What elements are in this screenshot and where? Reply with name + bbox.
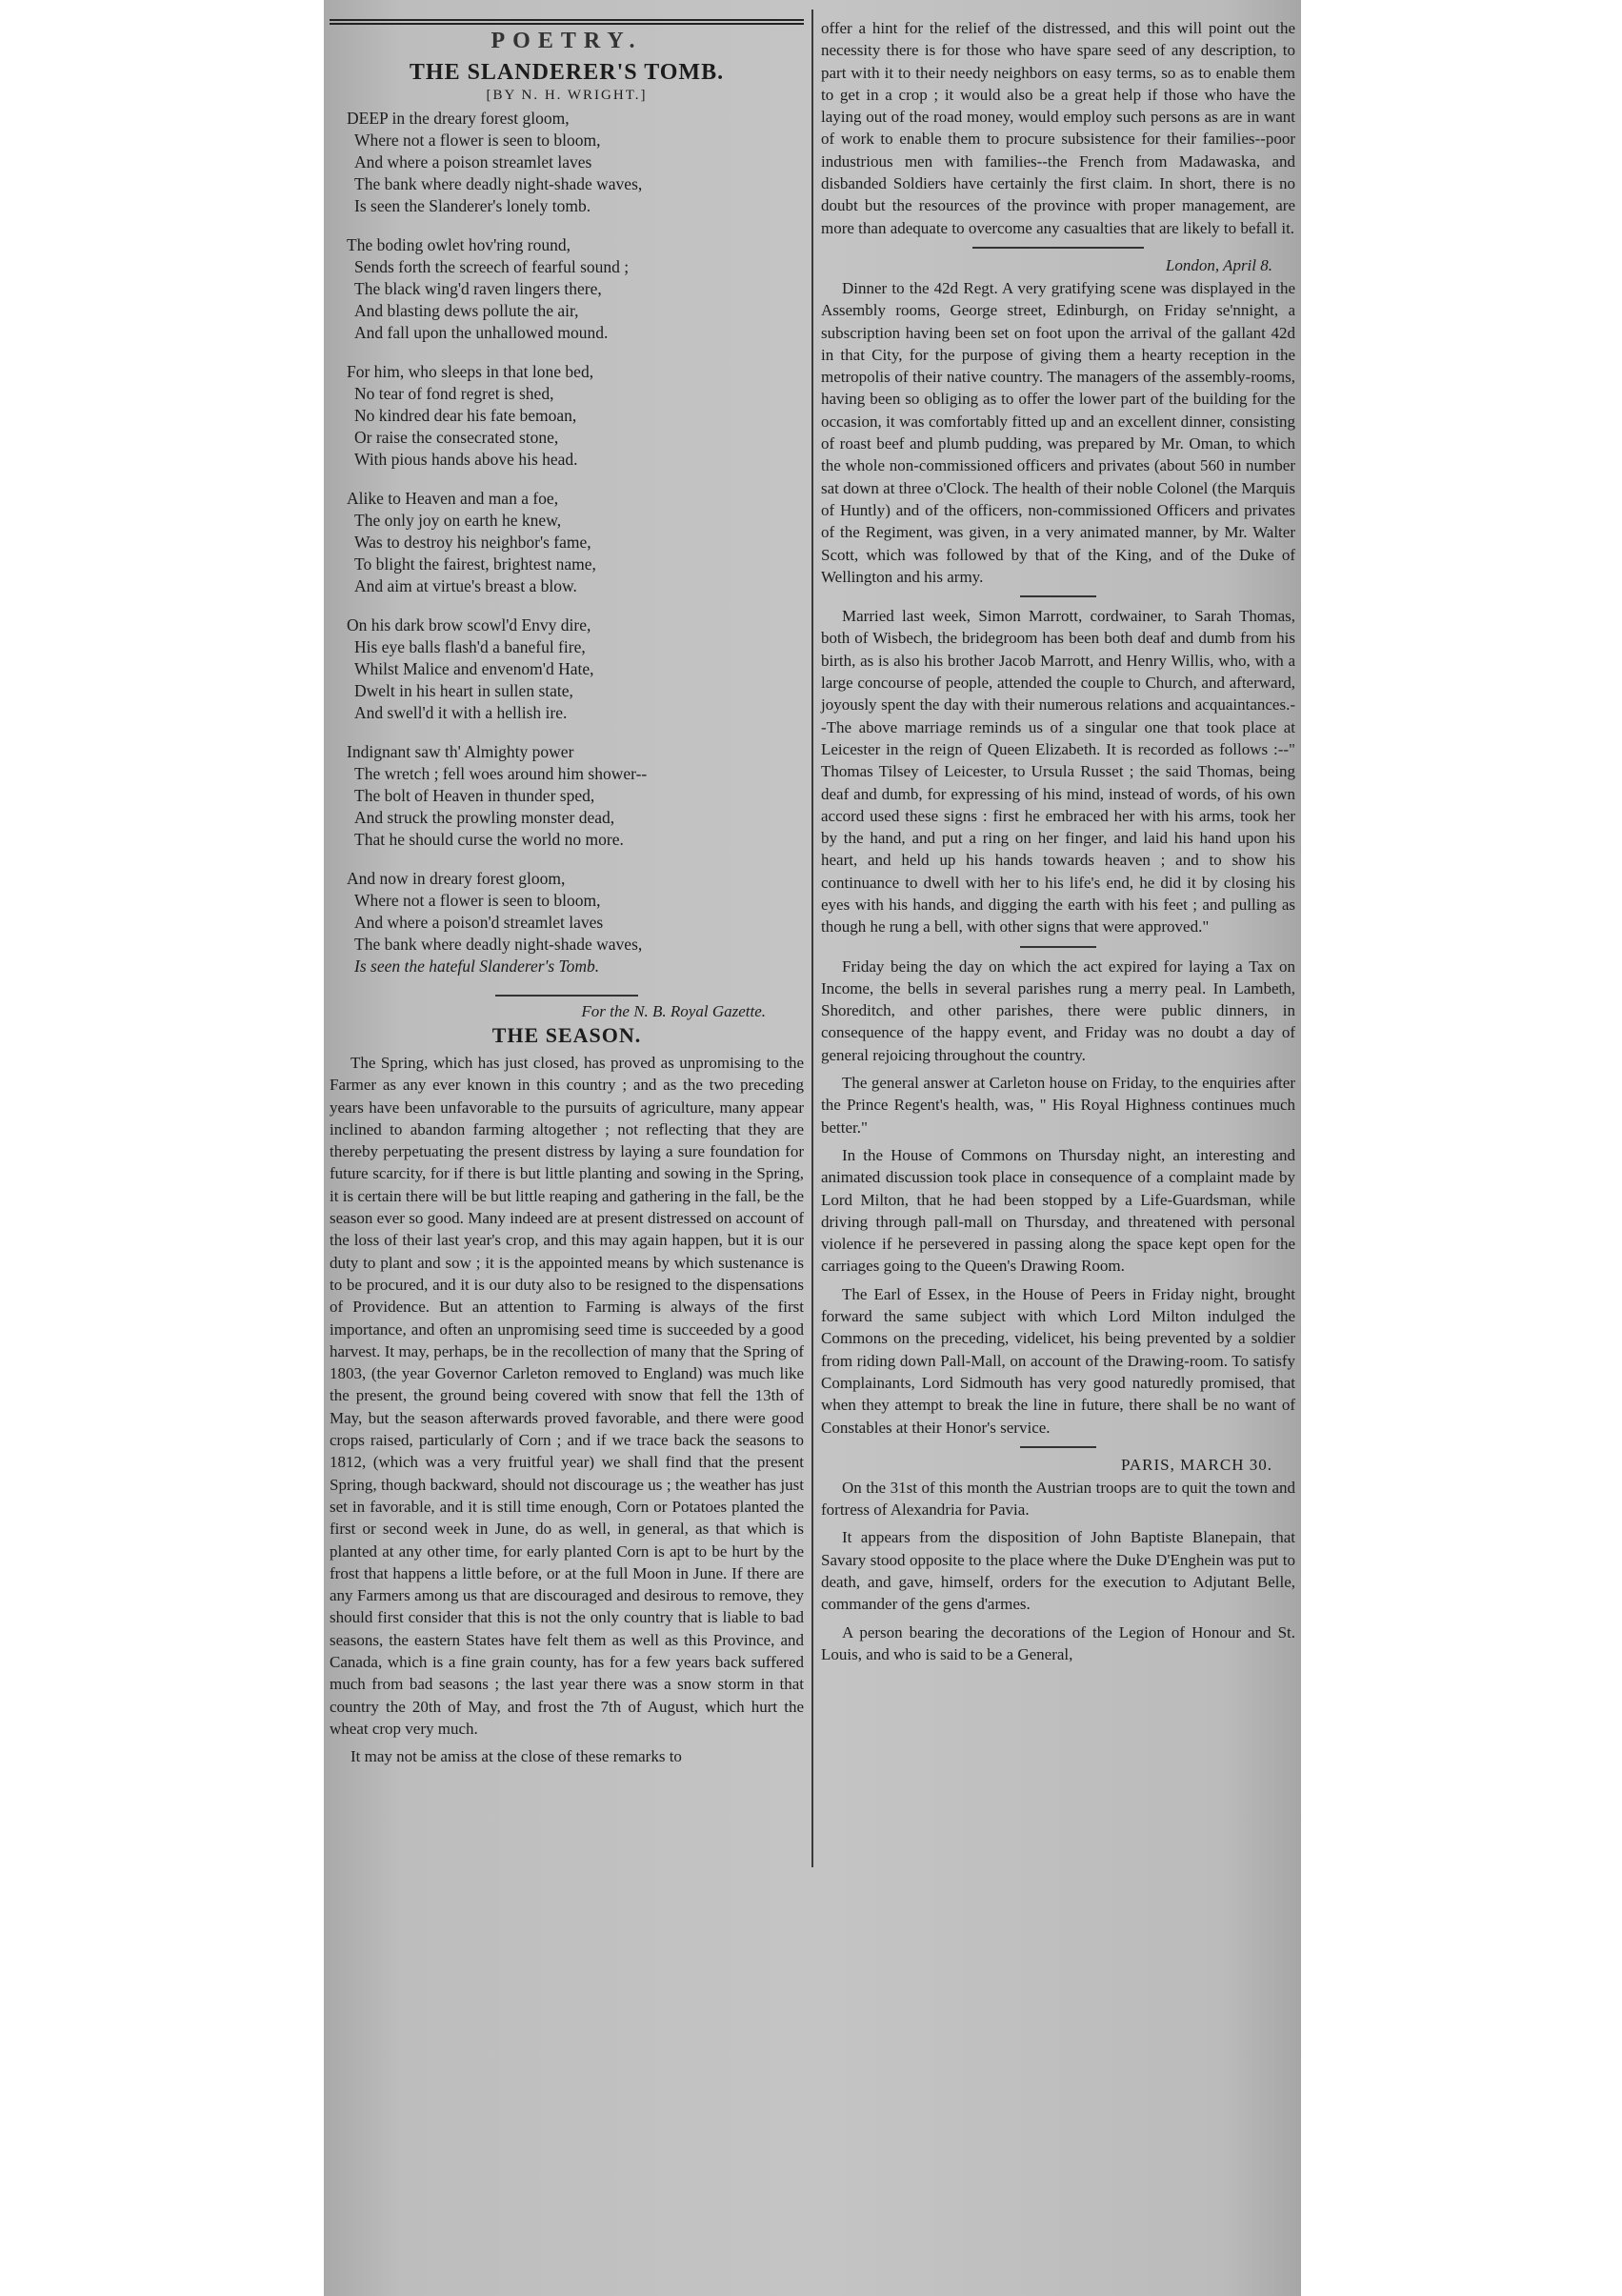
poem-stanza	[347, 488, 804, 597]
poem-line: For him, who sleeps in that lone bed,	[347, 362, 594, 381]
newspaper-scan	[324, 0, 1301, 2296]
poem-line: The bolt of Heaven in thunder sped,	[354, 786, 595, 805]
poem-line: Is seen the hateful Slanderer's Tomb.	[354, 957, 600, 976]
item-divider	[1020, 946, 1096, 948]
poem-line: The bank where deadly night-shade waves,	[354, 935, 643, 954]
poem-line: Or raise the consecrated stone,	[354, 428, 559, 447]
poem-line: Is seen the Slanderer's lonely tomb.	[354, 196, 591, 215]
poem-line: The only joy on earth he knew,	[354, 511, 562, 530]
poem-title: THE SLANDERER'S TOMB.	[409, 60, 725, 85]
season-paragraph: The Spring, which has just closed, has proved as unpromising to the Farmer as any ever known in this country ; and as the two preceding years have been unfavorable to the pursuits of agriculture, many appear inclined to abandon farming altogether ; not reflecting that they are thereby perpetuating the present distress by laying a sure foundation for future scarcity, for if there is but little planting and sowing in the Spring, it is certain there will be but little reaping and gathering in the fall, be the season ever so good. Many indeed are at present distressed on account of the loss of their last year's crop, and this may again happen, but it is our duty to plant and sow ; it is the appointed means by which sustenance is to be procured, and it is our duty also to be resigned to the dispensations of Providence. But an attention to Farming is always of the first importance, and often an unpromising seed time is succeeded by a good harvest. It may, perhaps, be in the recollection of many that the Spring of 1803, (the year Governor Carleton removed to England) was much like the present, the ground being covered with snow that fell the 13th of May, but the season afterwards proved favorable, and there were good crops raised, particularly of Corn ; and if we trace back the seasons to 1812, (which was a very fruitful year) we shall find that the present Spring, though backward, should not discourage us ; the weather has just set in favorable, and it is still time enough, Corn or Potatoes planted the first or second week in June, do as well, in general, as that which is planted at any other time, for early planted Corn is apt to be hurt by the frost that happens a little before, or at the full Moon in June. If there are any Farmers among us that are discouraged and desirous to remove, they should first consider that this is not the only country that is liable to bad seasons, the eastern States have felt them as well as this Province, and Canada, which is a fine grain county, has for a few years back suffered much from bad seasons ; the last year there was a snow storm in that country the 20th of May, and frost the 7th of August, which hurt the wheat crop very much.	[330, 1054, 804, 1738]
poem-line: And struck the prowling monster dead,	[354, 808, 615, 827]
poem-line: Indignant saw th' Almighty power	[347, 742, 574, 761]
poem-line: DEEP in the dreary forest gloom,	[347, 109, 570, 128]
for-label: For the N. B. Royal Gazette.	[581, 1002, 766, 1020]
poem-line: And aim at virtue's breast a blow.	[354, 576, 577, 595]
poem-line: No tear of fond regret is shed,	[354, 384, 554, 403]
poem-line: And swell'd it with a hellish ire.	[354, 703, 568, 722]
item-divider	[1020, 595, 1096, 597]
season-continuation: offer a hint for the relief of the distressed, and this will point out the necessity there is for those who have spare seed of any description, to part with it to their needy neighbors on easy terms, so as to enable them to get in a crop ; it would also be a great help if those who have the laying out of the road money, would employ such persons as are in want of work to enable them to procure subsistence for their families--poor industrious men with families--the French from Madawaska, and disbanded Soldiers have certainly the first claim. In short, there is no doubt but the resources of the province with proper management, are more than adequate to overcome any casualties that are likely to befall it.	[821, 19, 1295, 237]
poem-line: Sends forth the screech of fearful sound ;	[354, 257, 630, 276]
poem-line: And blasting dews pollute the air,	[354, 301, 579, 320]
poem-line: On his dark brow scowl'd Envy dire,	[347, 615, 591, 634]
poem-line: No kindred dear his fate bemoan,	[354, 406, 577, 425]
right-column	[821, 17, 1295, 1671]
poem-line: Where not a flower is seen to bloom,	[354, 131, 601, 150]
friday-paragraph: Friday being the day on which the act expired for laying a Tax on Income, the bells in several parishes rung a merry peal. In Lambeth, Shoreditch, and other parishes, there were public dinners, in consequence of the happy event, and Friday was no doubt a day of general rejoicing throughout the country.	[821, 957, 1295, 1064]
section-divider	[972, 247, 1144, 249]
poem-line: The bank where deadly night-shade waves,	[354, 174, 643, 193]
poetry-banner: POETRY.	[491, 29, 643, 53]
poem-stanza	[347, 868, 804, 977]
header-rule	[330, 23, 804, 25]
season-title: THE SEASON.	[491, 1023, 642, 1047]
poem-line: His eye balls flash'd a baneful fire,	[354, 637, 586, 656]
season-paragraph: It may not be amiss at the close of these remarks to	[350, 1747, 682, 1766]
poem-line: And now in dreary forest gloom,	[347, 869, 566, 888]
poem-line: To blight the fairest, brightest name,	[354, 554, 596, 574]
poem-line: The wretch ; fell woes around him shower--	[354, 764, 648, 783]
poem-line: That he should curse the world no more.	[354, 830, 624, 849]
carleton-paragraph: The general answer at Carleton house on Friday, to the enquiries after the Prince Regent's health, was, " His Royal Highness continues much better."	[821, 1074, 1295, 1137]
poem-line: Where not a flower is seen to bloom,	[354, 891, 601, 910]
poem-line: Dwelt in his heart in sullen state,	[354, 681, 573, 700]
poem-line: With pious hands above his head.	[354, 450, 578, 469]
poem-stanza	[347, 108, 804, 217]
london-dateline: London, April 8.	[1165, 255, 1272, 274]
commons-paragraph: In the House of Commons on Thursday night, an interesting and animated discussion took place in consequence of a complaint made by Lord Milton, that he had been stopped by a Life-Guardsman, while driving through pall-mall on Thursday, and threatened with personal violence if he persevered in passing along the space kept open for the carriages going to the Queen's Drawing Room.	[821, 1145, 1295, 1276]
poem-line: And where a poison'd streamlet laves	[354, 913, 604, 932]
poem-stanza	[347, 614, 804, 724]
poem-stanza	[347, 234, 804, 344]
poem-line: The black wing'd raven lingers there,	[354, 279, 602, 298]
poem-byline: [BY N. H. WRIGHT.]	[486, 88, 648, 103]
poem-body	[330, 108, 804, 977]
poem-line: Alike to Heaven and man a foe,	[347, 489, 559, 508]
poem-stanza	[347, 361, 804, 471]
poem-line: The boding owlet hov'ring round,	[347, 235, 571, 254]
section-divider	[495, 995, 638, 997]
item-divider	[1020, 1446, 1096, 1448]
essex-paragraph: The Earl of Essex, in the House of Peers in Friday night, brought forward the same subject with which Lord Milton indulged the Commons on the preceding, videlicet, his being prevented by a soldier from riding down Pall-Mall, on account of the Drawing-room. To satisfy Complainants, Lord Sidmouth has very good naturedly promised, that when they attempt to break the line in future, there shall be no want of Constables at their Honor's service.	[821, 1284, 1295, 1437]
poem-line: Was to destroy his neighbor's fame,	[354, 533, 591, 552]
dinner-paragraph: Dinner to the 42d Regt. A very gratifying scene was displayed in the Assembly rooms, George street, Edinburgh, on Friday se'nnight, a subscription having been set on foot upon the arrival of the gallant 42d in that City, for the purpose of giving them a hearty reception in the metropolis of their native country. The managers of the assembly-rooms, having been so obliging as to offer the lower part of the building for the occasion, it was comfortably fitted up and an excellent dinner, consisting of roast beef and plumb pudding, was prepared by Mr. Oman, to which the whole non-commissioned officers and privates (about 560 in number sat down at three o'Clock. The health of their noble Colonel (the Marquis of Huntly) and of the officers, non-commissioned Officers and privates of the Regiment, was given, in a very animated manner, by Mr. Walter Scott, which was followed by that of the King, and of the Duke of Wellington and his army.	[821, 278, 1295, 586]
header-rule	[330, 19, 804, 21]
column-rule	[811, 10, 813, 1867]
married-paragraph: Married last week, Simon Marrott, cordwainer, to Sarah Thomas, both of Wisbech, the bridegroom has been both deaf and dumb from his birth, as is also his brother Jacob Marrott, and Henry Willis, who, with a large concourse of people, attended the couple to Church, and afterward, joyously spent the day with their numerous relations and acquaintances.--The above marriage reminds us of a singular one that took place at Leicester in the reign of Queen Elizabeth. It is recorded as follows :--" Thomas Tilsey of Leicester, to Ursula Russet ; the said Thomas, being deaf and dumb, for expressing of his mind, instead of words, of his own accord used these signs : first he embraced her with his arms, took her by the hand, and put a ring on her finger, and laid his hand upon his heart, and held up his hands towards heaven ; and to show his continuance to dwell with her to his life's end, he did it by closing his eyes with his hands, and digging the earth with his feet ; and pulling as though he rung a bell, with other signs that were approved."	[821, 607, 1295, 937]
legion-paragraph: A person bearing the decorations of the Legion of Honour and St. Louis, and who is said to be a General,	[821, 1622, 1295, 1663]
disposition-paragraph: It appears from the disposition of John Baptiste Blanepain, that Savary stood opposite to the place where the Duke D'Enghein was put to death, and gave, himself, orders for the execution to Adjutant Belle, commander of the gens d'armes.	[821, 1528, 1295, 1614]
paris-dateline: PARIS, MARCH 30.	[1121, 1455, 1272, 1474]
left-column	[330, 17, 804, 1774]
austrian-paragraph: On the 31st of this month the Austrian troops are to quit the town and fortress of Alexandria for Pavia.	[821, 1478, 1295, 1520]
poem-line: And where a poison streamlet laves	[354, 152, 592, 171]
poem-line: And fall upon the unhallowed mound.	[354, 323, 609, 342]
poem-line: Whilst Malice and envenom'd Hate,	[354, 659, 594, 678]
poem-stanza	[347, 741, 804, 851]
